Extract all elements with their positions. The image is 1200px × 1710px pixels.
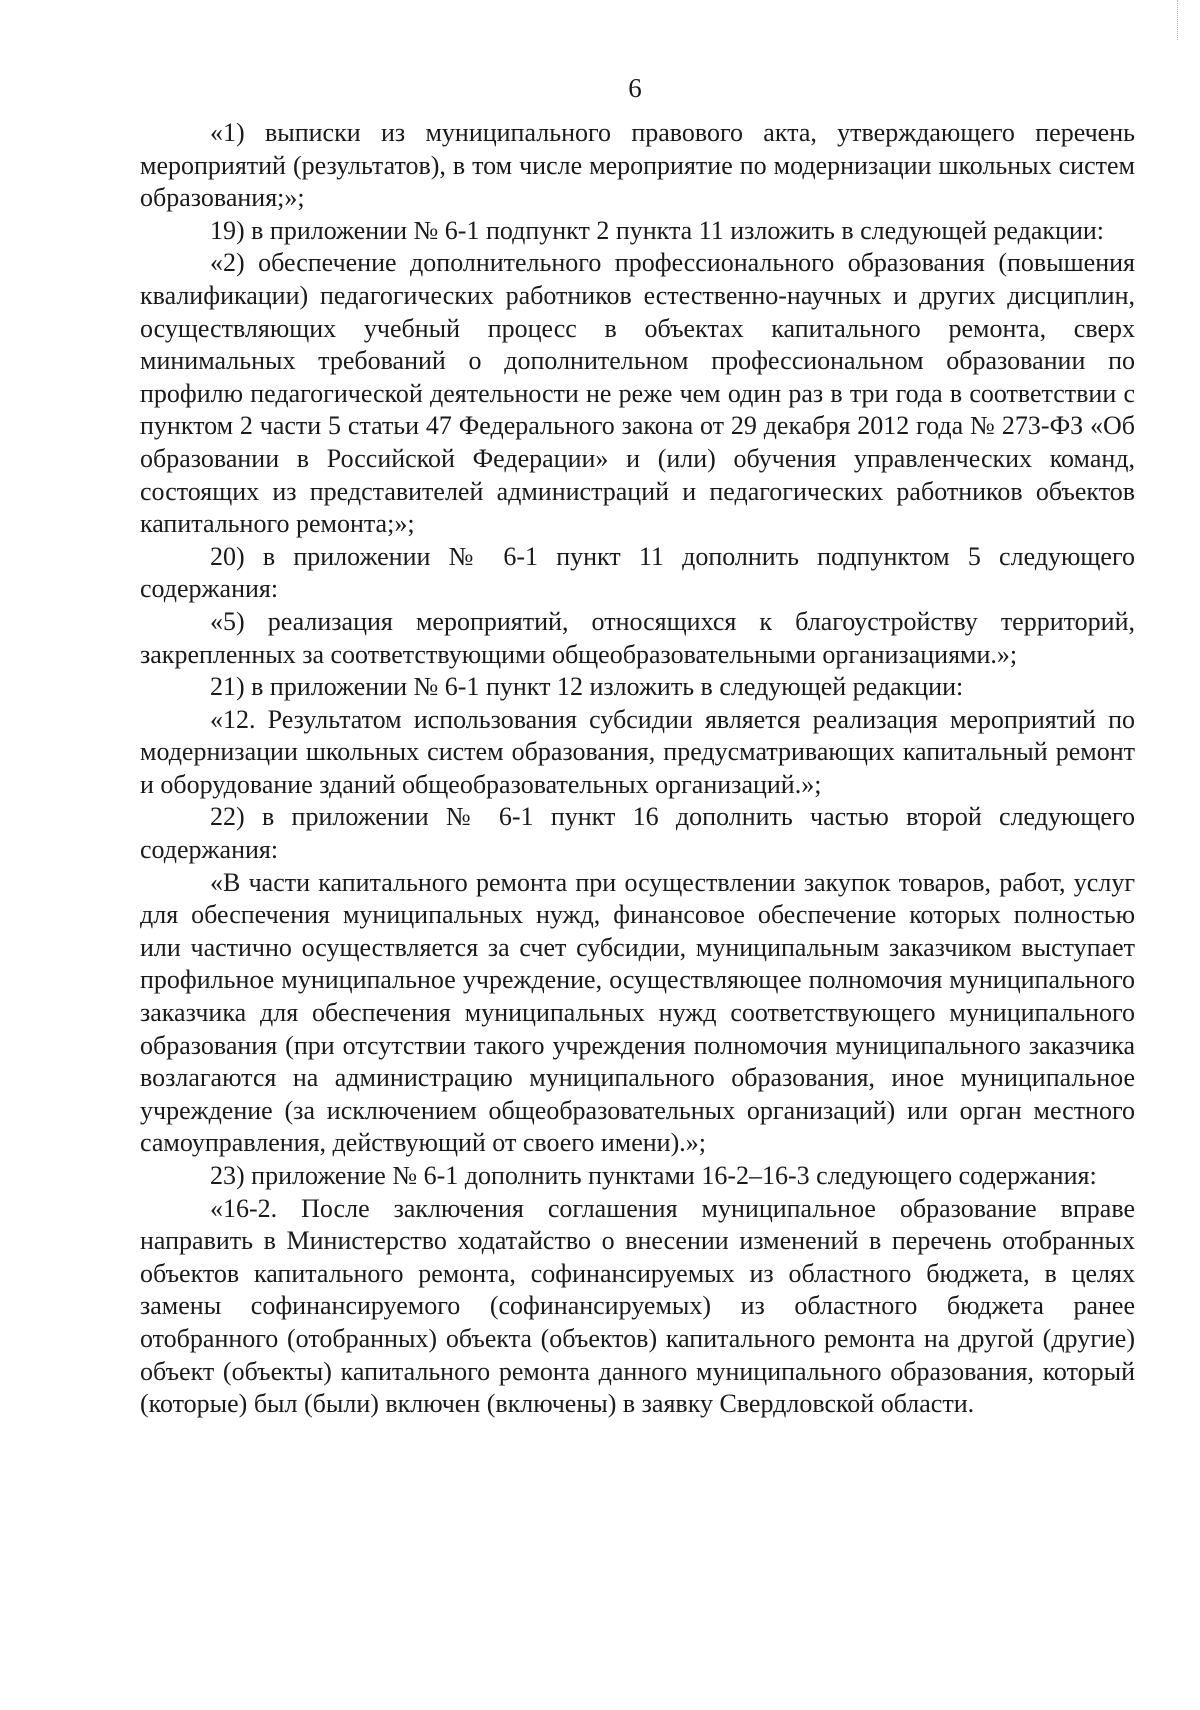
paragraph-item-16-2: «16-2. После заключения соглашения муниципальное образование вправе направить в Министерство ходатайство о внесении изменений в перечень отобранных объектов капитального ремонта, софинансируемых из областного бюджета, в целях замены софинансируемого (софинансируемых) из областного бюджета ранее отобранного (отобранных) объекта (объектов) капитального ремонта на другой (другие) объект (объекты) капитального ремонта данного муниципального образования, который (которые) был (были) включен (включены) в заявку Свердловской области. [140, 1193, 1135, 1419]
paragraph-item-12-result: «12. Результатом использования субсидии является реализация мероприятий по модернизации школьных систем образования, предусматривающих капитальный ремонт и оборудование зданий общеобразовательных организаций.»; [140, 704, 1135, 799]
paragraph-procurement: «В части капитального ремонта при осуществлении закупок товаров, работ, услуг для обеспечения муниципальных нужд, финансовое обеспечение которых полностью или частично осуществляется за счет субсидии, муниципальным заказчиком выступает профильное муниципальное учреждение, осуществляющее полномочия муниципального заказчика для обеспечения муниципальных нужд соответствующего муниципального образования (при отсутствии такого учреждения полномочия муниципального заказчика возлагаются на администрацию муниципального образования, иное муниципальное учреждение (за исключением общеобразовательных организаций) или орган местного самоуправления, действующий от своего имени).»; [140, 867, 1135, 1158]
scan-edge-mark [1177, 0, 1182, 40]
paragraph-amendment-21: 21) в приложении № 6-1 пункт 12 изложить в следующей редакции: [210, 672, 964, 702]
paragraph-subitem-5-landscaping: «5) реализация мероприятий, относящихся к благоустройству территорий, закрепленных за соответствующими общеобразовательными организациями.»; [140, 606, 1135, 669]
document-body [140, 117, 1135, 1421]
paragraph-item-1-extracts: «1) выписки из муниципального правового акта, утверждающего перечень мероприятий (результатов), в том числе мероприятие по модернизации школьных систем образования;»; [140, 118, 1135, 213]
paragraph-amendment-22: 22) в приложении № 6-1 пункт 16 дополнить частью второй следующего содержания: [140, 802, 1135, 865]
paragraph-amendment-20: 20) в приложении № 6-1 пункт 11 дополнить подпунктом 5 следующего содержания: [140, 541, 1135, 604]
page-number: 6 [628, 73, 642, 103]
paragraph-amendment-23: 23) приложение № 6-1 дополнить пунктами 16-2–16-3 следующего содержания: [210, 1161, 1097, 1190]
paragraph-subitem-2-training: «2) обеспечение дополнительного профессионального образования (повышения квалификации) педагогических работников естественно-научных и других дисциплин, осуществляющих учебный процесс в объектах капитального ремонта, сверх минимальных требований о дополнительном профессиональном образовании по профилю педагогической деятельности не реже чем один раз в три года в соответствии с пунктом 2 части 5 статьи 47 Федерального закона от 29 декабря 2012 года № 273-ФЗ «Об образовании в Российской Федерации» и (или) обучения управленческих команд, состоящих из представителей администраций и педагогических работников объектов капитального ремонта;»; [140, 248, 1135, 539]
paragraph-amendment-19: 19) в приложении № 6-1 подпункт 2 пункта 11 изложить в следующей редакции: [210, 215, 1104, 245]
